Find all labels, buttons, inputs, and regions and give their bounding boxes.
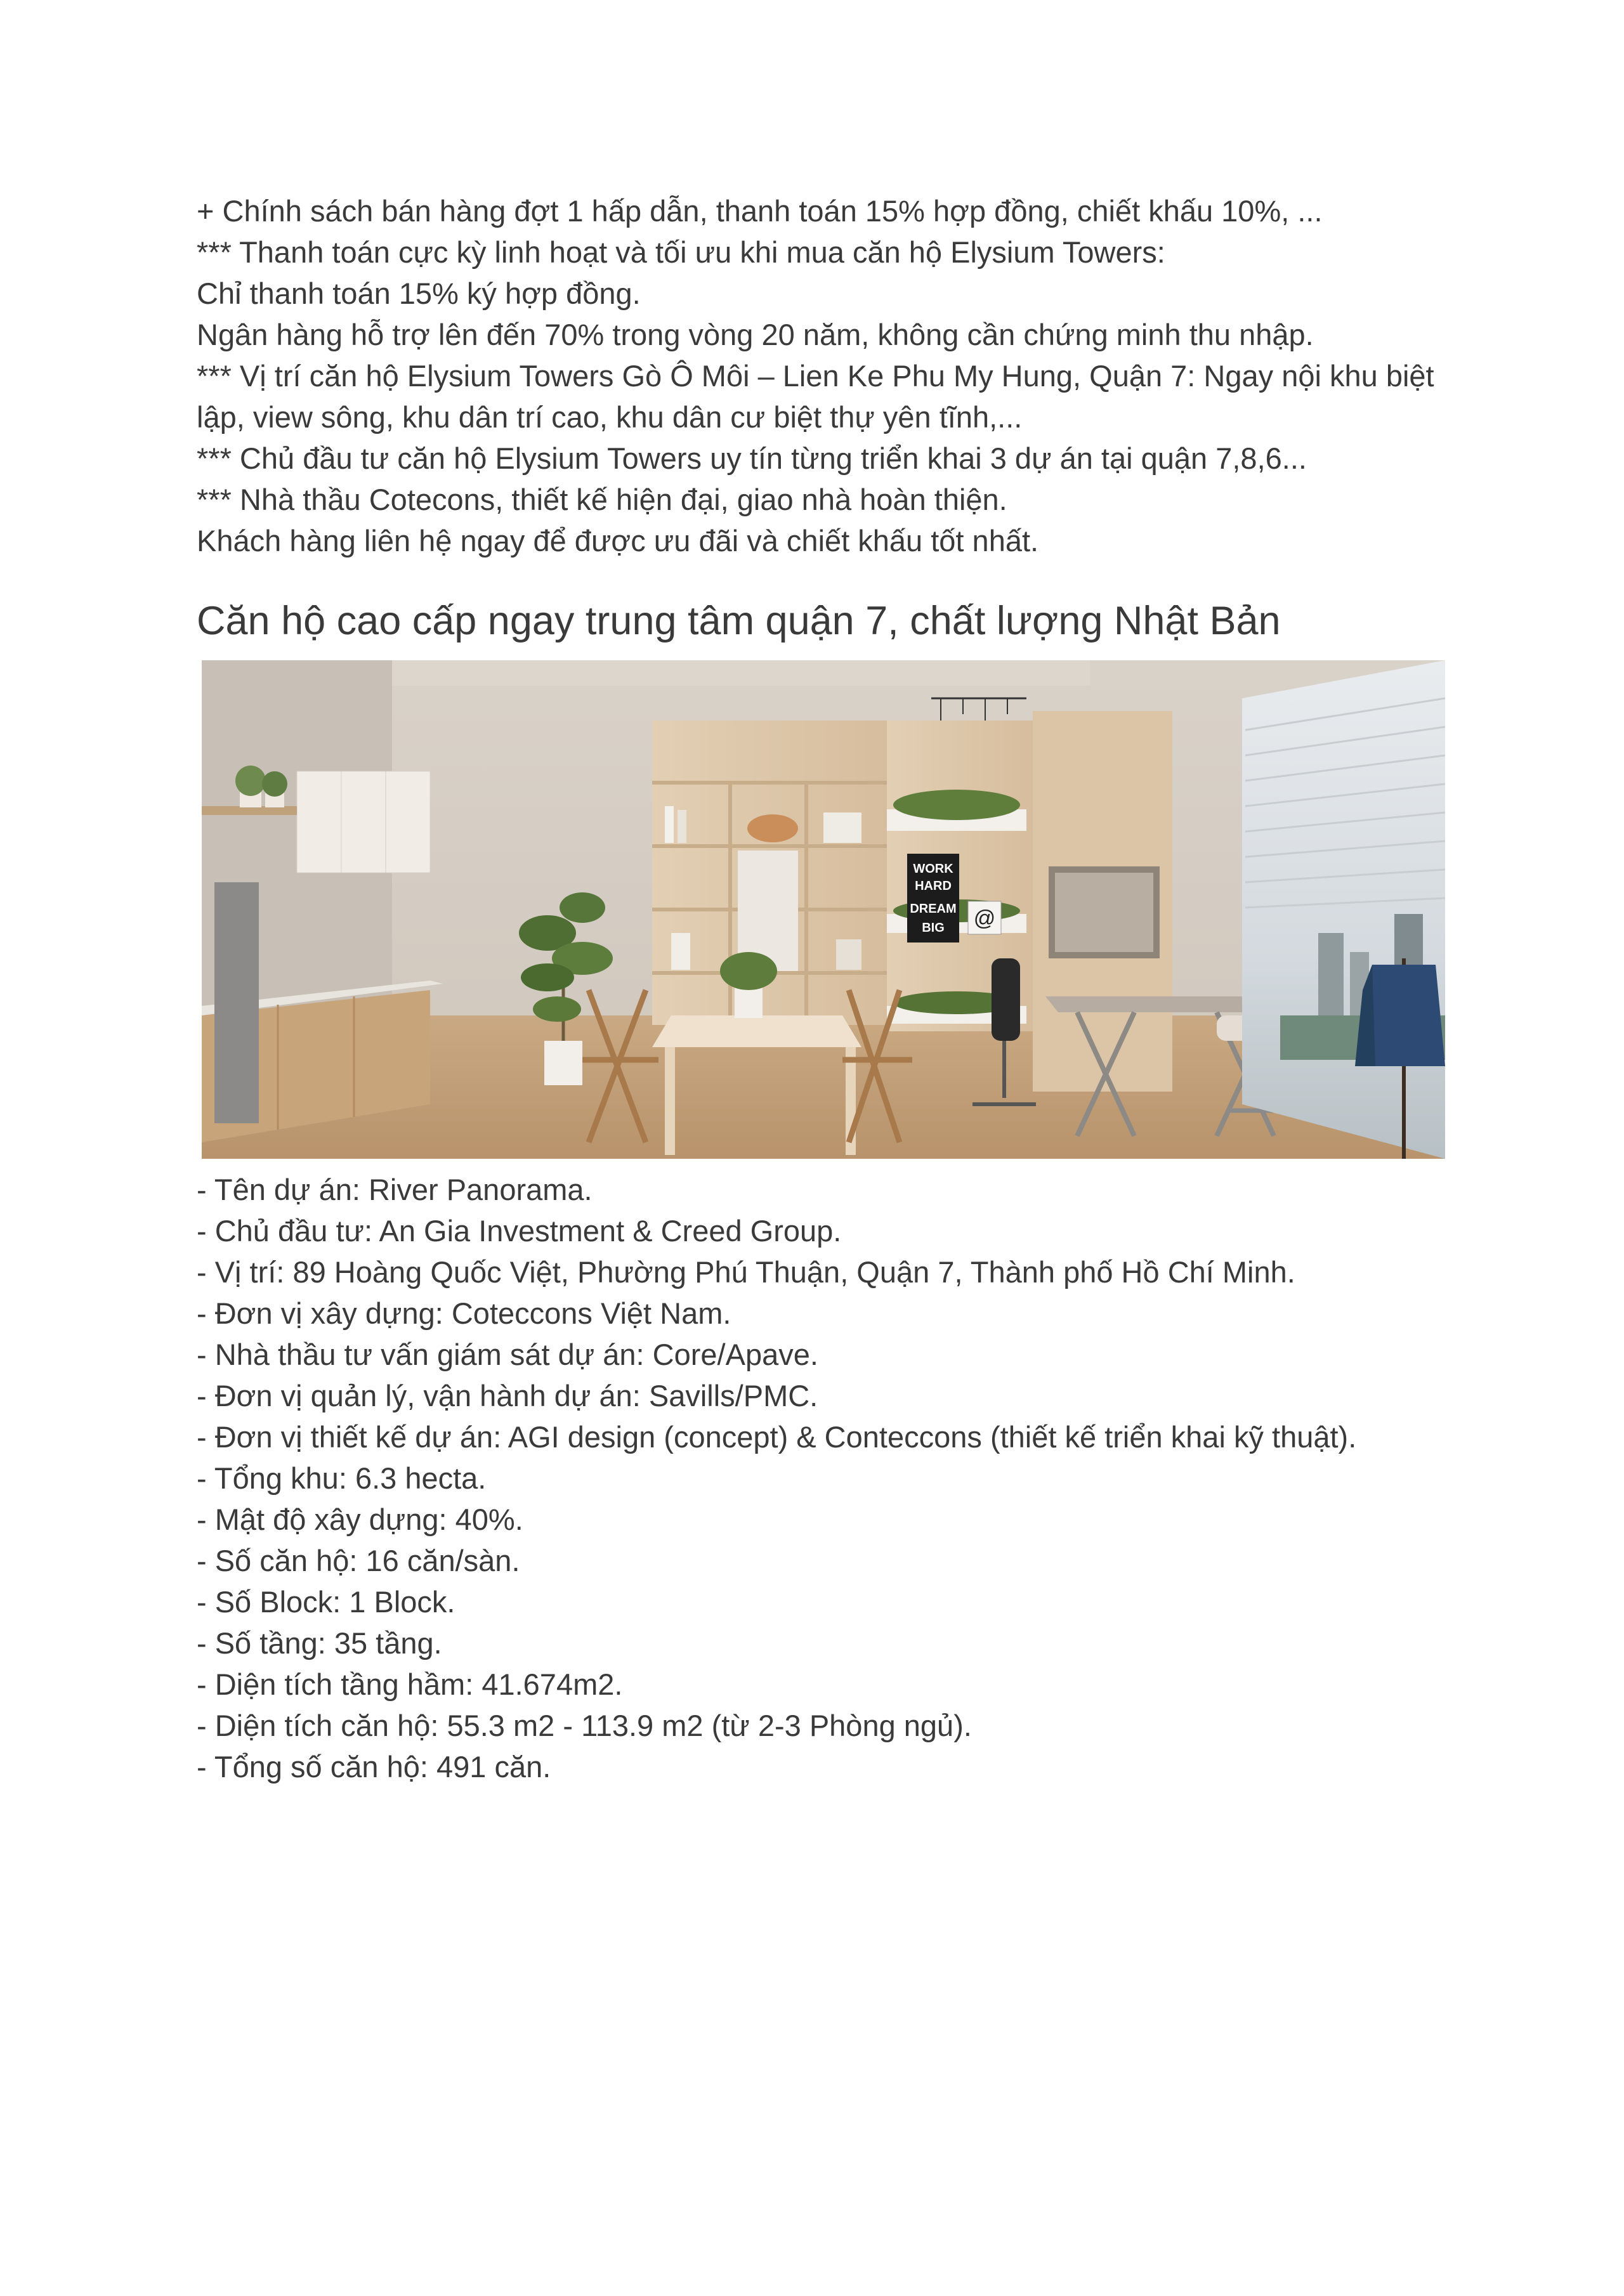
fact-item: - Tên dự án: River Panorama. — [197, 1173, 593, 1206]
fact-item: - Chủ đầu tư: An Gia Investment & Creed Group. — [197, 1214, 842, 1248]
intro-line: Ngân hàng hỗ trợ lên đến 70% trong vòng 20 năm, không cần chứng minh thu nhập. — [197, 318, 1314, 351]
sign-line: WORK — [913, 862, 953, 876]
intro-section — [197, 190, 1440, 561]
sign-line: BIG — [922, 921, 945, 935]
fact-item: - Mật độ xây dựng: 40%. — [197, 1503, 523, 1536]
project-facts-list — [197, 1169, 1440, 1787]
intro-line: + Chính sách bán hàng đợt 1 hấp dẫn, thanh toán 15% hợp đồng, chiết khấu 10%, ... — [197, 194, 1323, 228]
intro-line: Khách hàng liên hệ ngay để được ưu đãi và chiết khấu tốt nhất. — [197, 524, 1039, 558]
fact-item: - Diện tích căn hộ: 55.3 m2 - 113.9 m2 (từ 2-3 Phòng ngủ). — [197, 1709, 972, 1742]
fact-item: - Tổng số căn hộ: 491 căn. — [197, 1750, 551, 1784]
intro-line: *** Nhà thầu Cotecons, thiết kế hiện đại, giao nhà hoàn thiện. — [197, 483, 1007, 516]
intro-line: *** Chủ đầu tư căn hộ Elysium Towers uy tín từng triển khai 3 dự án tại quận 7,8,6... — [197, 441, 1307, 475]
intro-line: *** Thanh toán cực kỳ linh hoạt và tối ưu khi mua căn hộ Elysium Towers: — [197, 235, 1165, 269]
fact-item: - Đơn vị quản lý, vận hành dự án: Savills/PMC. — [197, 1379, 818, 1412]
section-heading: Căn hộ cao cấp ngay trung tâm quận 7, chất lượng Nhật Bản — [197, 599, 1281, 643]
fact-item: - Nhà thầu tư vấn giám sát dự án: Core/Apave. — [197, 1338, 818, 1371]
fact-item: - Diện tích tầng hầm: 41.674m2. — [197, 1667, 623, 1701]
at-sign: @ — [973, 906, 996, 930]
intro-line: Chỉ thanh toán 15% ký hợp đồng. — [197, 277, 641, 310]
intro-line: *** Vị trí căn hộ Elysium Towers Gò Ô Môi – Lien Ke Phu My Hung, Quận 7: Ngay nội khu biệt lập, view sông, khu dân trí cao, khu dân cư biệt thự yên tĩnh,... — [197, 359, 1434, 434]
fact-item: - Đơn vị xây dựng: Coteccons Việt Nam. — [197, 1296, 731, 1330]
fact-item: - Số tầng: 35 tầng. — [197, 1626, 442, 1660]
page-content — [197, 190, 1440, 1787]
apartment-interior-photo — [202, 660, 1445, 1159]
fact-item: - Tổng khu: 6.3 hecta. — [197, 1461, 487, 1495]
sign-line: DREAM — [910, 902, 957, 916]
fact-item: - Số Block: 1 Block. — [197, 1585, 455, 1619]
fact-item: - Vị trí: 89 Hoàng Quốc Việt, Phường Phú Thuận, Quận 7, Thành phố Hồ Chí Minh. — [197, 1255, 1295, 1289]
sign-line: HARD — [915, 879, 952, 893]
fact-item: - Đơn vị thiết kế dự án: AGI design (concept) & Conteccons (thiết kế triển khai kỹ thuật). — [197, 1420, 1357, 1454]
fact-item: - Số căn hộ: 16 căn/sàn. — [197, 1544, 520, 1577]
